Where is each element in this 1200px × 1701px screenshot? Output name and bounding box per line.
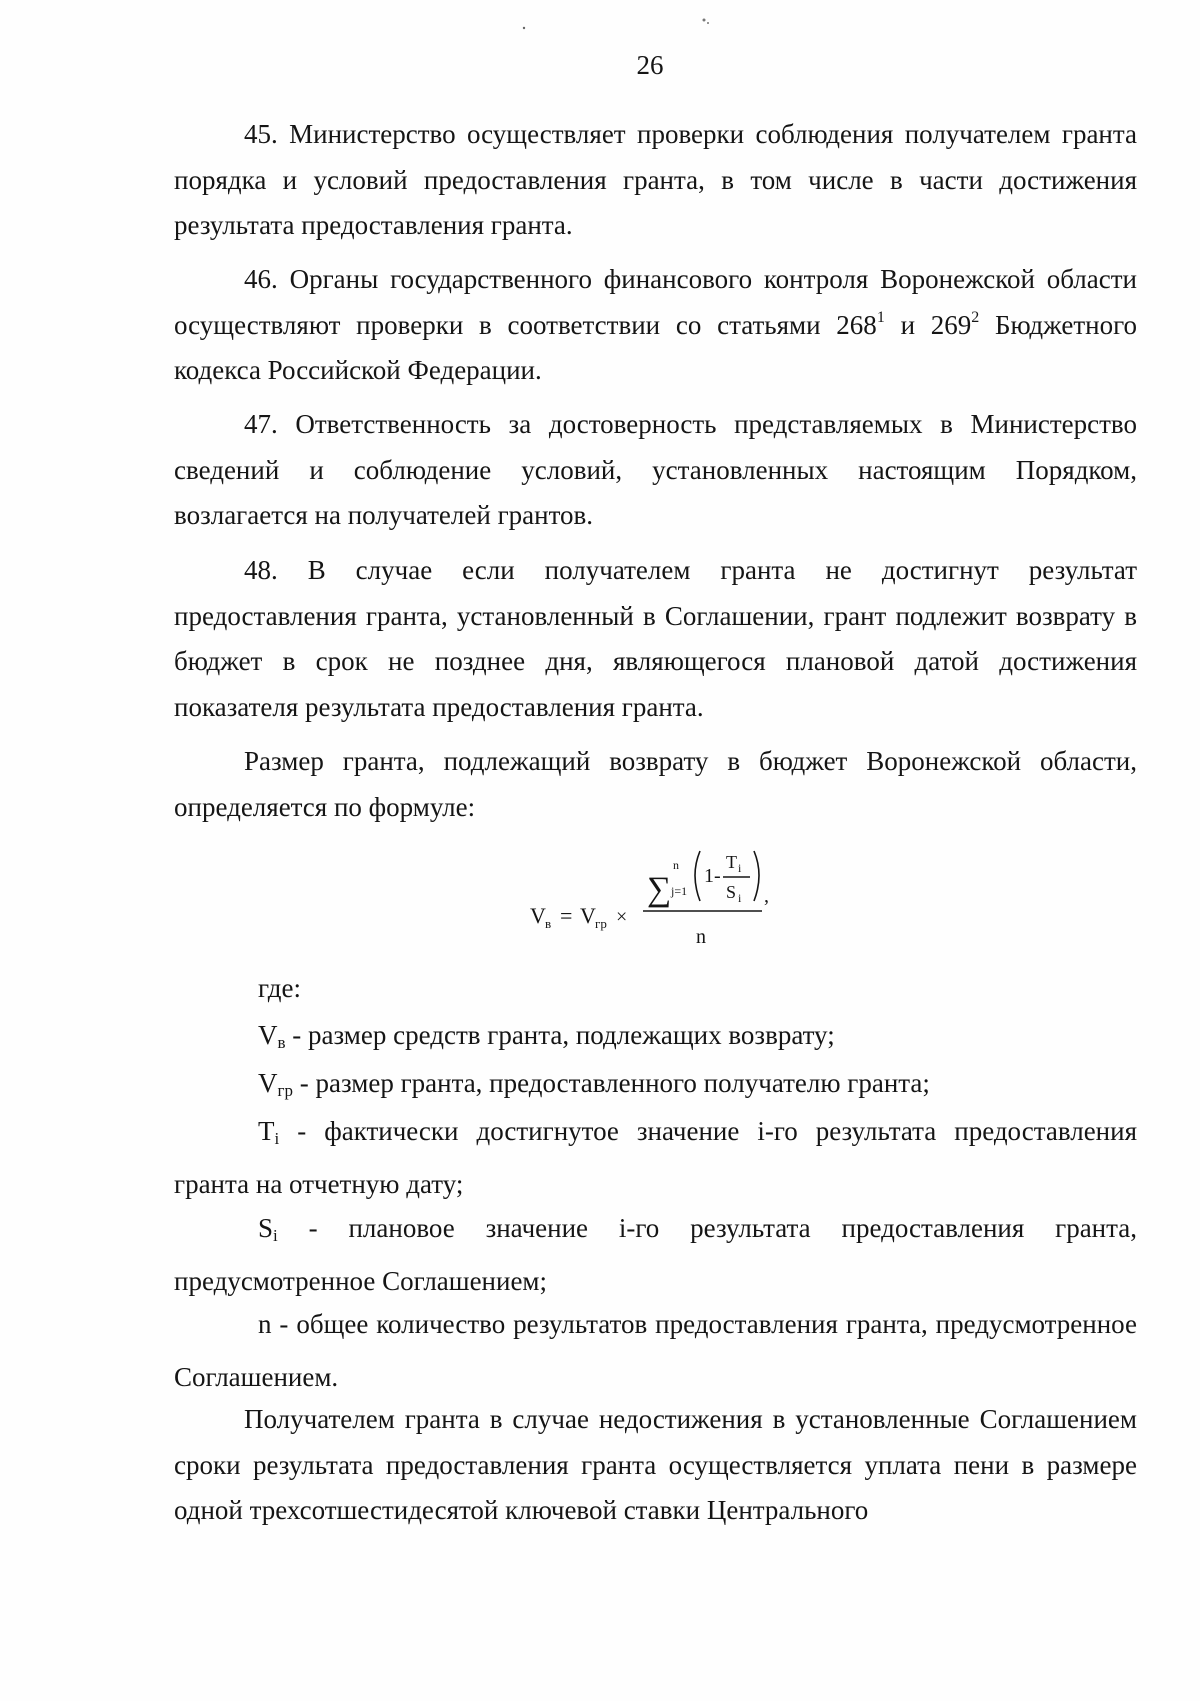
definition-ti: [174, 1109, 1137, 1207]
definition-ti-text: - фактически достигнутое значение i-го результата предоставления гранта на отчетную дату;: [174, 1116, 1137, 1199]
paragraph-penalty: Получателем гранта в случае недостижения в установленные Соглашением сроки результата предоставления гранта осуществляется уплата пени в размере одной трехсотшестидесятой ключевой ставки Центрального: [174, 1404, 1137, 1526]
definition-n: [174, 1302, 1137, 1400]
formula-left-paren: [695, 851, 700, 901]
formula-sum-upper: n: [673, 858, 679, 872]
formula-lhs-var: V: [530, 903, 546, 928]
formula-right-paren: [754, 851, 759, 901]
definition-si: [174, 1206, 1137, 1304]
formula-times: ×: [616, 906, 628, 928]
paragraph-grant-size: Размер гранта, подлежащий возврату в бюджет Воронежской области, определяется по формуле:: [174, 746, 1137, 822]
definition-vv-sub: в: [277, 1033, 286, 1052]
formula-sum-sign: ∑: [647, 871, 672, 908]
definition-vv-text: - размер средств гранта, подлежащих возврату;: [285, 1020, 835, 1050]
formula-num-sub: i: [738, 861, 742, 875]
definition-vgr: [174, 1061, 1137, 1114]
refund-formula: [530, 845, 810, 955]
superscript-2: 2: [971, 308, 980, 326]
paragraph-47: 47. Ответственность за достоверность представляемых в Министерство сведений и соблюдение условий, установленных настоящим Порядком, возлагается на получателей грантов.: [174, 409, 1137, 531]
formula-svg: [530, 845, 810, 955]
definition-n-text: - общее количество результатов предоставления гранта, предусмотренное Соглашением.: [174, 1309, 1137, 1392]
formula-trailing-comma: ,: [764, 885, 769, 907]
formula-one-minus: 1-: [704, 865, 721, 887]
page-number: 26: [636, 50, 664, 80]
paragraph-46-text-a: 46. Органы государственного финансового контроля Воронежской области осуществляют проверки в соответствии со статьями 268: [174, 264, 1137, 340]
formula-den-var: S: [726, 882, 737, 902]
definition-vgr-sub: гр: [277, 1081, 293, 1100]
where-label: где:: [258, 973, 301, 1003]
formula-denominator: n: [696, 926, 706, 948]
formula-rhs-sub: гр: [595, 916, 607, 931]
definition-ti-sub: i: [274, 1129, 280, 1148]
scan-marks: [520, 14, 720, 38]
formula-den-sub: i: [738, 891, 742, 905]
definition-si-sub: i: [273, 1226, 278, 1245]
definition-vgr-var: V: [258, 1068, 278, 1098]
definition-n-var: n: [258, 1309, 272, 1339]
definition-si-var: S: [258, 1213, 274, 1243]
paragraph-46: [174, 257, 1137, 394]
paragraph-45: 45. Министерство осуществляет проверки соблюдения получателем гранта порядка и условий предоставления гранта, в том числе в части достижения результата предоставления гранта.: [174, 119, 1137, 241]
definition-si-text: - плановое значение i-го результата предоставления гранта, предусмотренное Соглашением;: [174, 1213, 1137, 1296]
paragraph-46-text-c: Бюджетного кодекса Российской Федерации.: [174, 309, 1138, 386]
formula-sum-lower: j=1: [671, 884, 688, 898]
paragraph-48: 48. В случае если получателем гранта не достигнут результат предоставления гранта, установленный в Соглашении, грант подлежит возврату в бюджет в срок не позднее дня, являющегося плановой датой достижения показателя результата предоставления гранта.: [174, 555, 1137, 722]
formula-rhs-var: V: [580, 903, 596, 928]
definition-vv-var: V: [258, 1020, 278, 1050]
superscript-1: 1: [876, 308, 885, 326]
formula-equals: =: [560, 903, 573, 928]
definition-vv: [174, 1013, 1137, 1066]
paragraph-46-text-b: и 269: [884, 309, 972, 340]
formula-num-var: T: [726, 852, 737, 872]
definition-ti-var: T: [258, 1116, 275, 1146]
scan-speck-icon: [520, 14, 720, 34]
definition-vgr-text: - размер гранта, предоставленного получателю гранта;: [292, 1068, 930, 1098]
formula-lhs-sub: в: [545, 916, 552, 931]
